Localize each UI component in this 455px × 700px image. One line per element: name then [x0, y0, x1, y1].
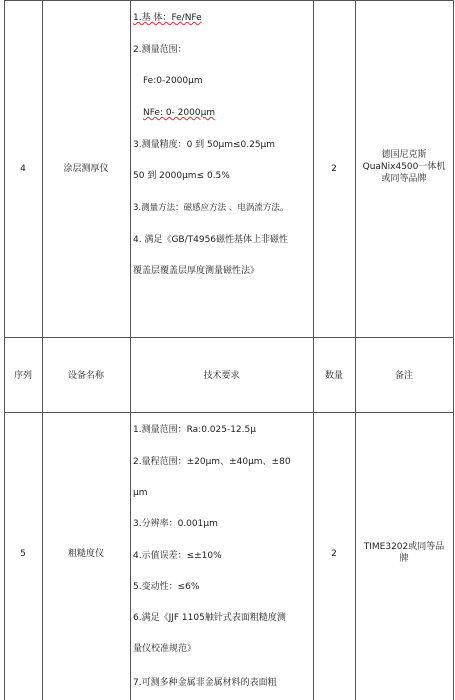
header-note: 备注 — [394, 371, 413, 381]
row5-note-line-2: 牌 — [399, 554, 409, 564]
table-border-top — [4, 0, 454, 1]
row5-spec-line-4: 3.分辨率：0.001μm — [133, 519, 218, 529]
header-quantity: 数量 — [324, 371, 343, 381]
header-spec: 技术要求 — [203, 371, 240, 381]
row5-spec-line-7: 6.满足《JJF 1105触针式表面粗糙度测 — [133, 613, 286, 623]
header-device-name: 设备名称 — [67, 371, 104, 381]
row-divider-header-5 — [4, 412, 454, 413]
col-divider-4 — [355, 0, 356, 700]
row5-spec-line-8: 量仪校准规范》 — [133, 644, 197, 654]
col-divider-5 — [453, 0, 454, 700]
row4-note-line-3: 或同等品牌 — [381, 174, 427, 184]
row5-spec-line-1: 1.测量范围：Ra:0.025-12.5μ — [133, 425, 256, 435]
row5-quantity: 2 — [331, 549, 337, 559]
row4-note-line-2: QuaNix4500一体机 — [362, 162, 446, 172]
col-divider-2 — [130, 0, 131, 700]
row4-spec-line-6: 50 到 2000μm≤ 0.5% — [133, 171, 230, 181]
col-divider-0 — [4, 0, 5, 700]
row4-spec-text-4: NFe: 0- 2000μm — [143, 108, 216, 118]
row5-index: 5 — [20, 549, 26, 559]
row4-note — [355, 149, 453, 185]
row5-spec-line-5: 4.示值误差：≤±10% — [133, 551, 222, 561]
row4-spec-line-7: 3.测量方法：磁感应方法 、电涡流方法。 — [133, 203, 289, 213]
row5-note-line-1: TIME3202或同等品 — [363, 542, 445, 552]
row4-note-line-1: 德国尼克斯 — [381, 150, 427, 160]
row5-spec-line-6: 5.变动性：≤6% — [133, 582, 200, 592]
row4-spec-line-2: 2.测量范围： — [133, 45, 187, 55]
row5-spec-line-9: 7.可测多种金属非金属材料的表面粗 — [133, 678, 277, 688]
row4-spec-line-1 — [133, 12, 202, 24]
row4-spec-line-5: 3.测量精度：0 到 50μm≤0.25μm — [133, 140, 276, 150]
row4-spec-line-8: 4. 满足《GB/T4956磁性基体上非磁性 — [133, 235, 289, 245]
row5-device-name: 粗糙度仪 — [67, 549, 104, 559]
col-divider-3 — [313, 0, 314, 700]
row5-note — [355, 541, 453, 565]
row4-spec-line-4 — [143, 107, 215, 119]
header-index: 序列 — [13, 371, 32, 381]
col-divider-1 — [42, 0, 43, 700]
row4-spec-line-3: Fe:0-2000μm — [143, 76, 203, 86]
row4-spec-line-9: 覆盖层覆盖层厚度测量磁性法》 — [133, 266, 260, 276]
row4-device-name: 涂层测厚仪 — [63, 164, 109, 174]
row-divider-4-header — [4, 337, 454, 338]
row5-spec-line-2: 2.量程范围：±20μm、±40μm、±80 — [133, 457, 291, 467]
row4-index: 4 — [20, 164, 26, 174]
row4-quantity: 2 — [331, 164, 337, 174]
row5-spec-line-3: μm — [133, 488, 148, 498]
row4-spec-text-1: 1.基 体：Fe/NFe — [133, 13, 202, 23]
